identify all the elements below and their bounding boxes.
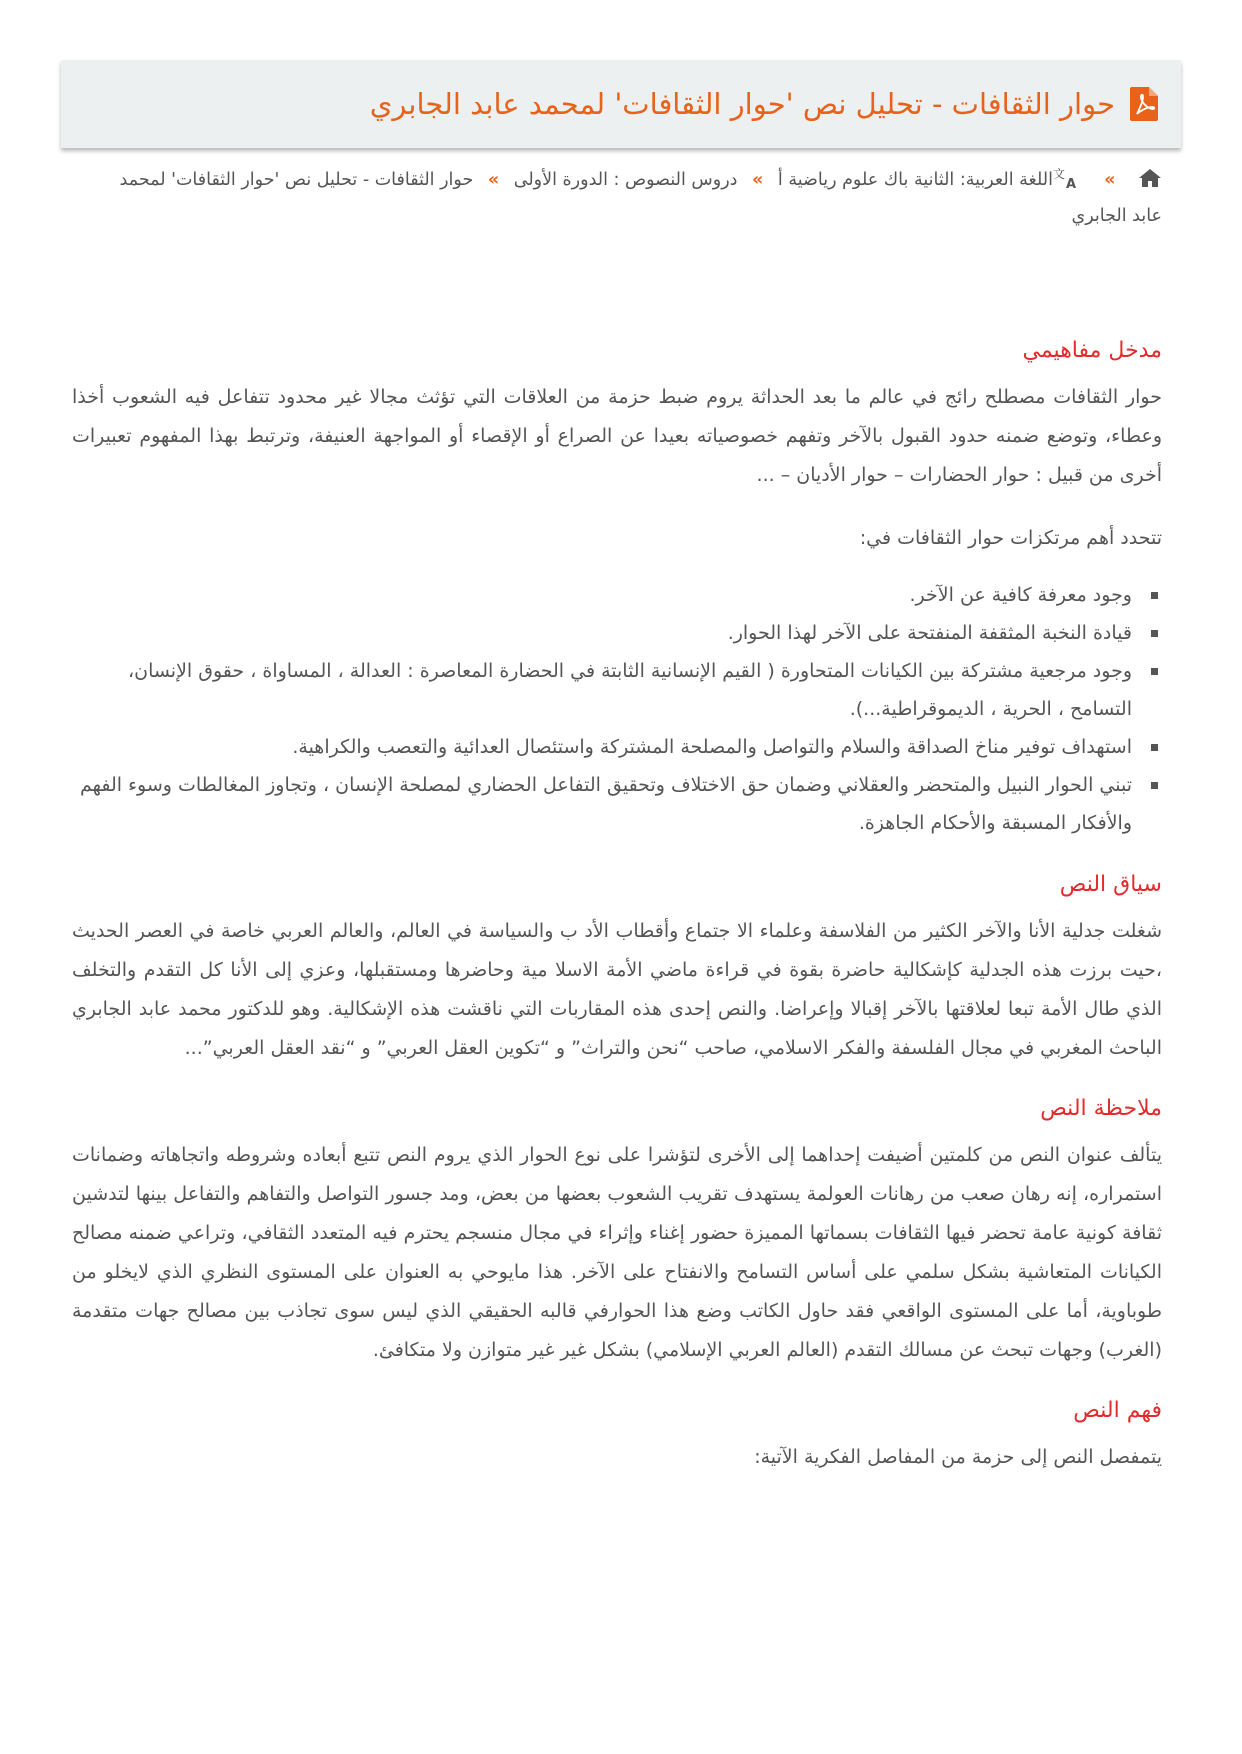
section-heading-context: سياق النص xyxy=(1059,872,1162,897)
breadcrumb-separator: » xyxy=(752,170,764,190)
list-item: وجود مرجعية مشتركة بين الكيانات المتحاورة ( القيم الإنسانية الثابتة في الحضارة المعاصرة : العدالة ، المساواة ، حقوق الإنسان، التسامح ، الحرية ، الديموقراطية...). xyxy=(72,652,1132,728)
svg-text:A: A xyxy=(1065,177,1076,192)
breadcrumb-item-subject[interactable]: اللغة العربية: الثانية باك علوم رياضية أ xyxy=(777,170,1053,190)
comprehension-paragraph: يتمفصل النص إلى حزمة من المفاصل الفكرية الآتية: xyxy=(754,1446,1162,1468)
page-header xyxy=(61,60,1181,148)
translate-icon xyxy=(1052,166,1090,192)
breadcrumb-item-current: حوار الثقافات - تحليل نص 'حوار الثقافات' لمحمد عابد الجابري xyxy=(119,170,1162,226)
observation-paragraph: يتألف عنوان النص من كلمتين أضيفت إحداهما إلى الأخرى لتؤشرا على نوع الحوار الذي يروم النص تتبع أبعاده وشروطه واتجاهاته وضمانات استمراره، إنه رهان صعب من رهانات العولمة يستهدف تقريب الشعوب بعضها من بعض، ومد جسور التواصل والتفاهم والتفاعل بينها لتدشين ثقافة كونية عامة تحضر فيها الثقافات بسماتها المميزة حضور إغناء وإثراء في مجال منسجم يحترم فيه المتعدد الثقافي، وتراعي ضمنه مصالح الكيانات المتعاشية بشكل سلمي على أساس التسامح والانفتاح على الآخر. هذا مايوحي به العنوان على المستوى النظري الذي لايخلو من طوباوية، أما على المستوى الواقعي فقد حاول الكاتب وضع هذا الحوارفي قالبه الحقيقي الذي ليس سوى تجاذب بين مصالح جهات متقدمة (الغرب) وجهات تبحث عن مسالك التقدم (العالم العربي الإسلامي) بشكل غير غير متوازن ولا متكافئ. xyxy=(72,1144,1162,1361)
list-item: استهداف توفير مناخ الصداقة والسلام والتواصل والمصلحة المشتركة واستئصال العدائية والتعصب والكراهية. xyxy=(72,728,1132,766)
list-item: قيادة النخبة المثقفة المنفتحة على الآخر لهذا الحوار. xyxy=(72,614,1132,652)
context-paragraph: شغلت جدلية الأنا والآخر الكثير من الفلاسفة وعلماء الا جتماع وأقطاب الأد ب والسياسة في العالم، والعالم العربي خاصة في العصر الحديث ،حيت برزت هذه الجدلية كإشكالية حاضرة بقوة في قراءة ماضي الأمة الاسلا مية وحاضرها ومستقبلها، وعزي إلى الأنا كل التقدم والتخلف الذي طال الأمة تبعا لعلاقتها بالآخر إقبالا وإعراضا. والنص إحدى هذه المقاربات التي ناقشت هذه الإشكالية. وهو للدكتور محمد عابد الجابري الباحث المغربي في مجال الفلسفة والفكر الاسلامي، صاحب “نحن والتراث” و “تكوين العقل العربي” و “نقد العقل العربي”... xyxy=(72,920,1162,1059)
breadcrumb-item-lessons[interactable]: دروس النصوص : الدورة الأولى xyxy=(513,170,738,190)
pdf-icon xyxy=(1129,86,1159,122)
article-content xyxy=(72,334,1162,1501)
svg-text:文: 文 xyxy=(1052,167,1065,181)
home-icon[interactable] xyxy=(1138,168,1162,188)
list-item: وجود معرفة كافية عن الآخر. xyxy=(72,576,1132,614)
section-heading-observation: ملاحظة النص xyxy=(1040,1096,1162,1121)
concepts-paragraph: حوار الثقافات مصطلح رائج في عالم ما بعد الحداثة يروم ضبط حزمة من العلاقات التي تؤثث مجالا غير محدود تتفاعل فيه الشعوب أخذا وعطاء، وتوضع ضمنه حدود القبول بالآخر وتفهم خصوصياته بعيدا عن الصراع أو الإقصاء أو المواجهة العنيفة، وترتبط بهذا المفهوم تعبيرات أخرى من قبيل : حوار الحضارات – حوار الأديان – ... xyxy=(72,386,1162,486)
concepts-intro: تتحدد أهم مرتكزات حوار الثقافات في: xyxy=(859,527,1162,549)
breadcrumb xyxy=(112,162,1162,234)
list-item: تبني الحوار النبيل والمتحضر والعقلاني وضمان حق الاختلاف وتحقيق التفاعل الحضاري لمصلحة الإنسان ، وتجاوز المغالطات وسوء الفهم والأفكار المسبقة والأحكام الجاهزة. xyxy=(72,766,1132,842)
section-heading-concepts: مدخل مفاهيمي xyxy=(1022,338,1162,363)
breadcrumb-separator: » xyxy=(1104,170,1116,190)
section-heading-comprehension: فهم النص xyxy=(1073,1398,1162,1423)
concepts-points-list xyxy=(72,576,1162,842)
breadcrumb-separator: » xyxy=(487,170,500,190)
page-title: حوار الثقافات - تحليل نص 'حوار الثقافات' لمحمد عابد الجابري xyxy=(369,87,1115,121)
